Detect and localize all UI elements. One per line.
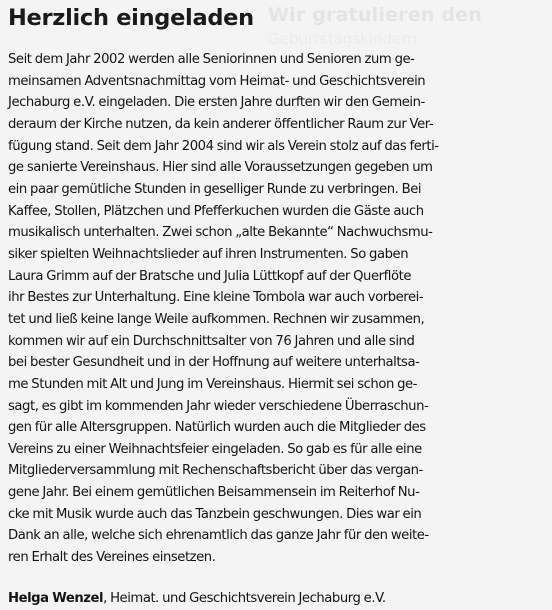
article-title: Herzlich eingeladen [8,5,254,31]
article-body: Seit dem Jahr 2002 werden alle Seniorinnen und Senioren zum ge- meinsamen Adventsnachmittag vom Heimat- und Geschichtsverein Jechaburg e.V. eingeladen. Die ersten Jahre durften wir den Gemein- deraum der Kirche nutzen, da kein anderer öffentlicher Raum zur Ver- fügung stand. Seit dem Jahr 2004 sind wir als Verein stolz auf das ferti- ge sanierte Vereinshaus. Hier sind alle Voraussetzungen gegeben um ein paar gemütliche Stunden in geselliger Runde zu verbringen. Bei Kaffee, Stollen, Plätzchen und Pfefferkuchen wurden die Gäste auch musikalisch unterhalten. Zwei schon „alte Bekannte“ Nachwuchsmu- siker spielten Weihnachtslieder auf ihren Instrumenten. So gaben Laura Grimm auf der Bratsche und Julia Lüttkopf auf der Querflöte ihr Bestes zur Unterhaltung. Eine kleine Tombola war auch vorberei- tet und ließ keine lange Weile aufkommen. Rechnen wir zusammen, kommen wir auf ein Durchschnittsalter von 76 Jahren und alle sind bei bester Gesundheit und in der Hoffnung auf weitere unterhaltsa- me Stunden mit Alt und Jung im Vereinshaus. Hiermit sei schon ge- sagt, es gibt im kommenden Jahr wieder verschiedene Überraschun- gen für alle Altersgruppen. Natürlich wurden auch die Mitglieder des Vereins zu einer Weihnachtsfeier eingeladen. So gab es für alle eine Mitgliederversammlung mit Rechenschaftsbericht über das vergan- gene Jahr. Bei einem gemütlichen Beisammensein im Reiterhof Nu- cke mit Musik wurde auch das Tanzbein geschwungen. Dies war ein Dank an alle, welche sich ehrenamtlich das ganze Jahr für den weite- ren Erhalt des Vereines einsetzen. [8,52,439,566]
author-organization: , Heimat. und Geschichtsverein Jechaburg e.V. [103,591,386,606]
article-signature [8,588,386,609]
author-name: Helga Wenzel [8,591,104,606]
bleed-through-subheading: Geburtstagskindern [268,30,417,48]
bleed-through-heading: Wir gratulieren den [268,4,482,26]
